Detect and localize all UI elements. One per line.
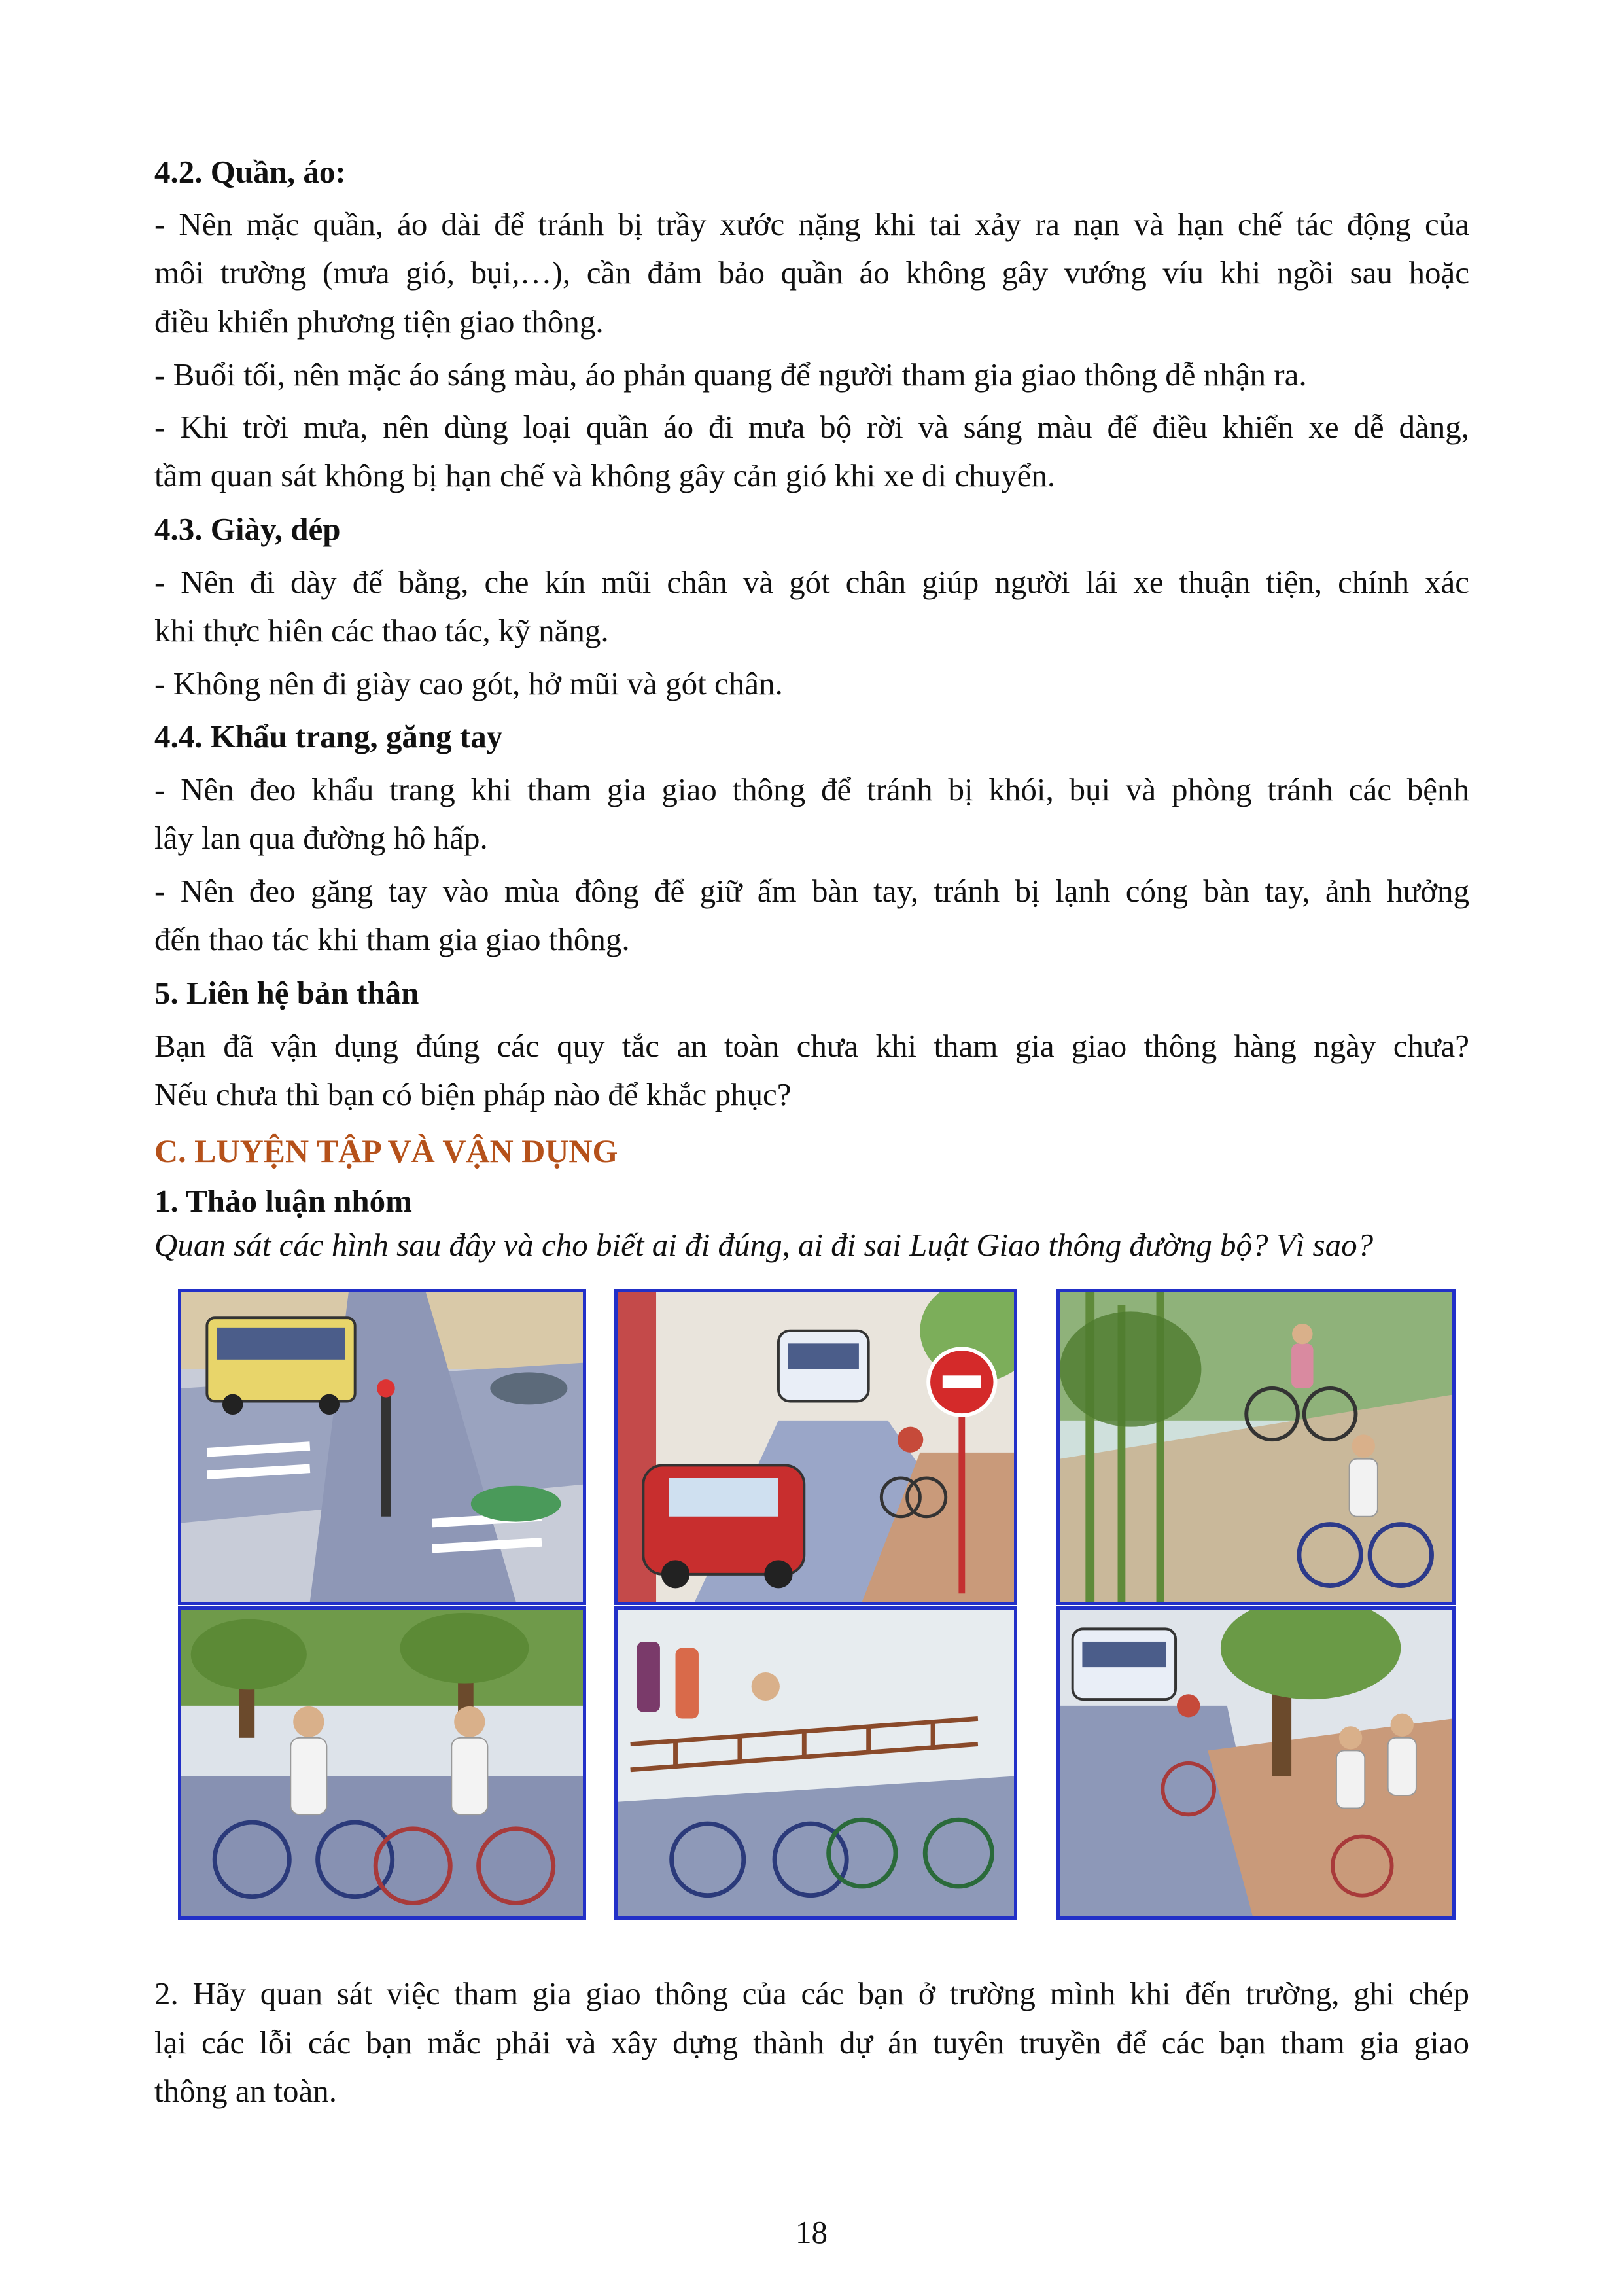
paragraph-line: - Buổi tối, nên mặc áo sáng màu, áo phản quang để người tham gia giao thông dễ nhận ra. [154,357,1307,393]
no-entry-sign-street-illustration [614,1289,1017,1605]
paragraph-line: - Nên đeo găng tay vào mùa đông để giữ ấm bàn tay, tránh bị lạnh cóng bàn tay, ảnh hưởng [154,873,1469,909]
cyclist-carrying-ladder-illustration [614,1606,1017,1920]
paragraph-line: 2. Hãy quan sát việc tham gia giao thông của các bạn ở trường mình khi đến trường, ghi chép [154,1975,1469,2011]
riverside-cyclists-illustration [1056,1289,1456,1605]
paragraph-line: thông an toàn. [154,2073,337,2109]
paragraph-line: - Khi trời mưa, nên dùng loại quần áo đi mưa bộ rời và sáng màu để điều khiển xe dễ dàng, [154,409,1469,445]
paragraph-line: - Nên mặc quần, áo dài để tránh bị trầy xước nặng khi tai xảy ra nạn và hạn chế tác động của [154,206,1469,242]
exercise-instruction: Quan sát các hình sau đây và cho biết ai đi đúng, ai đi sai Luật Giao thông đường bộ? Vì sao? [154,1227,1374,1263]
paragraph-line: - Nên đeo khẩu trang khi tham gia giao thông để tránh bị khói, bụi và phòng tránh các bệnh [154,771,1469,807]
subheading-group-discussion: 1. Thảo luận nhóm [154,1183,412,1219]
section-heading-5: 5. Liên hệ bản thân [154,975,419,1011]
page-number: 18 [795,2214,828,2250]
sidewalk-cycling-illustration [1056,1606,1456,1920]
paragraph-line: lại các lỗi các bạn mắc phải và xây dựng thành dự án tuyên truyền để các bạn tham gia giao [154,2024,1469,2060]
paragraph-line: tầm quan sát không bị hạn chế và không gây cản gió khi xe di chuyển. [154,457,1056,493]
paragraph-line: Bạn đã vận dụng đúng các quy tắc an toàn chưa khi tham gia giao thông hàng ngày chưa? [154,1028,1469,1064]
paragraph-line: điều khiển phương tiện giao thông. [154,304,604,340]
section-heading-4-2: 4.2. Quần, áo: [154,154,346,190]
students-riding-side-by-side-illustration [178,1606,586,1920]
intersection-traffic-illustration [178,1289,586,1605]
section-heading-4-4: 4.4. Khẩu trang, găng tay [154,718,503,754]
paragraph-line: đến thao tác khi tham gia giao thông. [154,921,630,957]
paragraph-line: môi trường (mưa gió, bụi,…), cần đảm bảo quần áo không gây vướng víu khi ngồi sau hoặc [154,255,1469,291]
paragraph-line: Nếu chưa thì bạn có biện pháp nào để khắc phục? [154,1076,792,1112]
section-heading-4-3: 4.3. Giày, dép [154,511,341,547]
paragraph-line: - Nên đi dày đế bằng, che kín mũi chân và gót chân giúp người lái xe thuận tiện, chính xác [154,564,1469,600]
paragraph-line: khi thực hiên các thao tác, kỹ năng. [154,612,609,648]
section-heading-c: C. LUYỆN TẬP VÀ VẬN DỤNG [154,1133,618,1169]
paragraph-line: lây lan qua đường hô hấp. [154,820,488,856]
paragraph-line: - Không nên đi giày cao gót, hở mũi và gót chân. [154,665,783,701]
